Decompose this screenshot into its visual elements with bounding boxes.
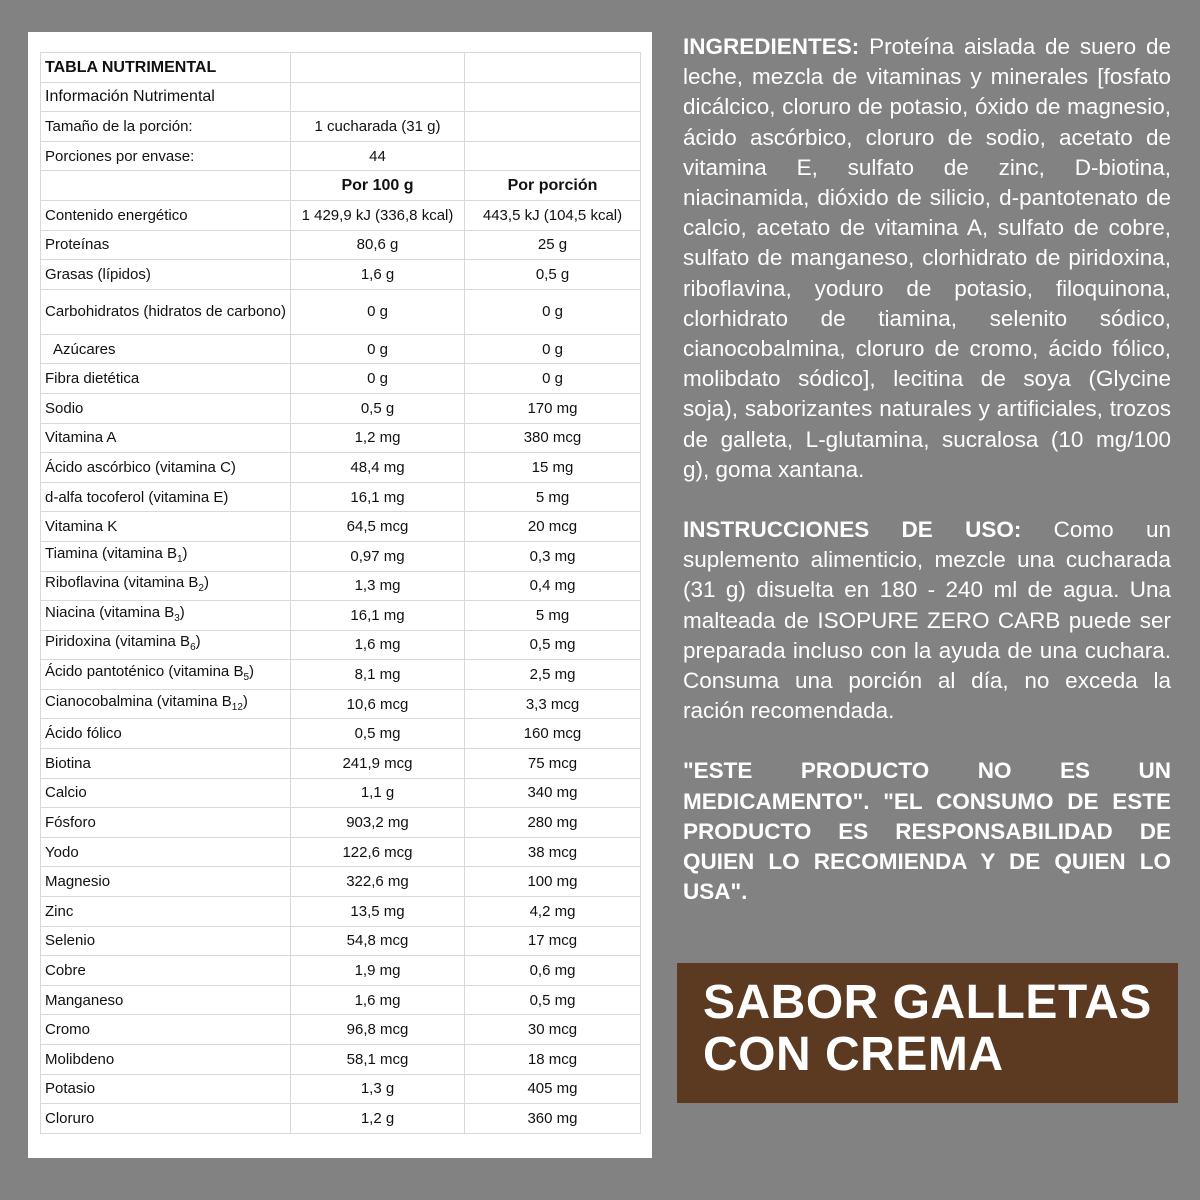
value-per-100g: 96,8 mcg [291,1015,465,1045]
value-per-portion: 0,3 mg [465,541,641,571]
value-per-100g: 48,4 mg [291,453,465,483]
value-per-100g: 1,1 g [291,778,465,808]
instructions-paragraph [683,515,1171,726]
nutrient-name [41,334,291,364]
value-per-portion: 30 mcg [465,1015,641,1045]
table-row [41,571,641,601]
table-row [41,1015,641,1045]
nutrient-name [41,897,291,927]
value-per-100g: 64,5 mcg [291,512,465,542]
value-per-100g: 1,2 mg [291,423,465,453]
nutrient-name-text: Grasas (lípidos) [45,265,151,283]
table-title-row [41,53,641,83]
servings-row [41,141,641,171]
nutrient-name-text: Cromo [45,1021,91,1039]
value-per-100g: 1 429,9 kJ (336,8 kcal) [291,200,465,230]
nutrient-name [41,808,291,838]
value-per-100g: 54,8 mcg [291,926,465,956]
value-per-100g: 1,6 mg [291,985,465,1015]
value-per-portion: 0,5 mg [465,985,641,1015]
servings-label: Porciones por envase: [41,141,291,171]
nutrient-name-text: Ácido ascórbico (vitamina C) [45,458,236,476]
legal-warning: "ESTE PRODUCTO NO ES UN MEDICAMENTO". "EL CONSUMO DE ESTE PRODUCTO ES RESPONSABILIDAD DE QUIEN LO RECOMIENDA Y DE QUIEN LO USA". [683,758,1171,905]
nutrient-subscript: 6 [190,642,196,654]
value-per-portion: 0,5 mg [465,630,641,660]
value-per-100g: 0 g [291,334,465,364]
portion-row [41,112,641,142]
nutrient-subscript: 12 [231,701,243,713]
nutrient-name-text: Fibra dietética [45,370,140,388]
value-per-portion: 405 mg [465,1074,641,1104]
value-per-portion: 20 mcg [465,512,641,542]
value-per-portion: 0 g [465,334,641,364]
table-row [41,719,641,749]
value-per-100g: 80,6 g [291,230,465,260]
nutrient-name [41,482,291,512]
value-per-portion: 160 mcg [465,719,641,749]
column-header-per-100g: Por 100 g [291,171,465,201]
nutrient-name-text: Vitamina K [45,518,118,536]
nutrient-name-text: Magnesio [45,873,111,891]
value-per-100g: 241,9 mcg [291,749,465,779]
table-row [41,512,641,542]
table-row [41,482,641,512]
nutrient-subscript: 3 [174,612,180,624]
table-row [41,897,641,927]
nutrient-name [41,985,291,1015]
table-row [41,867,641,897]
table-row [41,660,641,690]
nutrition-panel [28,32,652,1158]
nutrient-name [41,260,291,290]
value-per-portion: 17 mcg [465,926,641,956]
value-per-portion: 0,5 g [465,260,641,290]
column-header-per-portion: Por porción [465,171,641,201]
value-per-100g: 10,6 mcg [291,689,465,719]
table-row [41,1074,641,1104]
ingredients-paragraph [683,32,1171,485]
nutrient-name-text: Yodo [45,843,79,861]
table-row [41,808,641,838]
table-title: TABLA NUTRIMENTAL [41,53,291,83]
value-per-100g: 1,6 mg [291,630,465,660]
table-row [41,630,641,660]
nutrient-name [41,719,291,749]
table-row [41,778,641,808]
nutrient-name [41,926,291,956]
value-per-100g: 0,97 mg [291,541,465,571]
nutrient-name-text: Manganeso [45,991,124,1009]
value-per-100g: 58,1 mcg [291,1045,465,1075]
nutrient-name-text: Molibdeno [45,1050,115,1068]
table-row [41,334,641,364]
value-per-portion: 170 mg [465,393,641,423]
nutrient-name-text: Azúcares [53,340,116,358]
value-per-portion: 380 mcg [465,423,641,453]
nutrient-name [41,230,291,260]
table-row [41,423,641,453]
nutrient-name [41,837,291,867]
nutrient-name [41,289,291,334]
value-per-100g: 1,3 g [291,1074,465,1104]
nutrient-name [41,749,291,779]
nutrient-name-text: Contenido energético [45,206,188,224]
table-row [41,200,641,230]
value-per-100g: 0,5 mg [291,719,465,749]
flavor-banner [677,963,1178,1103]
nutrient-name-text: d-alfa tocoferol (vitamina E) [45,488,229,506]
nutrient-name: Cianocobalmina (vitamina $B_{12}$) [41,689,291,719]
column-header-row [41,171,641,201]
nutrient-subscript: 1 [176,553,183,565]
nutrient-name-text: Biotina [45,754,91,772]
table-row [41,601,641,631]
value-per-portion: 0 g [465,289,641,334]
table-row [41,541,641,571]
nutrient-name-text: Cobre [45,962,86,980]
nutrient-name [41,956,291,986]
instructions-label: INSTRUCCIONES DE USO: [683,517,1022,543]
flavor-line-2: CON CREMA [703,1028,1004,1081]
flavor-line-1: SABOR GALLETAS [703,976,1152,1029]
nutrient-subscript: 5 [243,672,250,684]
nutrient-name [41,1015,291,1045]
value-per-portion: 25 g [465,230,641,260]
table-row [41,289,641,334]
value-per-portion: 18 mcg [465,1045,641,1075]
nutrient-name-text: Vitamina A [45,429,117,447]
table-row [41,926,641,956]
nutrient-name: Riboflavina (vitamina $B_2$) [41,571,291,601]
nutrient-name-text: Sodio [45,399,84,417]
value-per-100g: 0 g [291,289,465,334]
ingredients-label: INGREDIENTES: [683,34,860,59]
nutrient-name [41,1045,291,1075]
table-row [41,453,641,483]
value-per-100g: 13,5 mg [291,897,465,927]
nutrient-name-text: Calcio [45,784,87,802]
value-per-100g: 1,2 g [291,1104,465,1134]
table-row [41,364,641,394]
value-per-portion: 15 mg [465,453,641,483]
nutrient-name-text: Ácido fólico [45,725,122,743]
nutrient-name-text: Fósforo [45,814,96,832]
nutrient-name-text: Potasio [45,1080,96,1098]
info-column [683,32,1171,907]
value-per-100g: 16,1 mg [291,482,465,512]
value-per-100g: 1,3 mg [291,571,465,601]
servings-value: 44 [291,141,465,171]
value-per-100g: 0,5 g [291,393,465,423]
value-per-100g: 903,2 mg [291,808,465,838]
table-row [41,393,641,423]
value-per-portion: 0,6 mg [465,956,641,986]
nutrient-name: Tiamina (vitamina $B_1$) [41,541,291,571]
nutrient-name-text: Cloruro [45,1109,95,1127]
nutrient-subscript: 2 [198,583,204,595]
nutrient-name [41,364,291,394]
portion-label: Tamaño de la porción: [41,112,291,142]
value-per-100g: 1,6 g [291,260,465,290]
nutrient-name [41,1074,291,1104]
table-row [41,689,641,719]
nutrient-name: Piridoxina (vitamina $B_6$) [41,630,291,660]
nutrient-name [41,512,291,542]
nutrient-name [41,200,291,230]
value-per-portion: 280 mg [465,808,641,838]
nutrient-name [41,1104,291,1134]
value-per-portion: 360 mg [465,1104,641,1134]
value-per-portion: 0,4 mg [465,571,641,601]
value-per-portion: 443,5 kJ (104,5 kcal) [465,200,641,230]
value-per-100g: 0 g [291,364,465,394]
value-per-portion: 5 mg [465,482,641,512]
value-per-portion: 5 mg [465,601,641,631]
nutrient-name-text: Niacina (vitamina B [45,603,175,621]
ingredients-text: Proteína aislada de suero de leche, mezcla de vitaminas y minerales [fosfato dicálcico, cloruro de potasio, óxido de magnesio, ácido ascórbico, cloruro de sodio, acetato de vitamina E, sulfato de zinc, D-biotina, niacinamida, dióxido de silicio, d-pantotenato de calcio, acetato de vitamina A, sulfato de cobre, sulfato de manganeso, clorhidrato de piridoxina, riboflavina, yoduro de potasio, filoquinona, clorhidrato de tiamina, selenito sódico, cianocobalmina, cloruro de cromo, ácido fólico, molibdato sódico], lecitina de soya (Glycine soja), saborizantes naturales y artificiales, trozos de galleta, L-glutamina, sucralosa (10 mg/100 g), goma xantana. [683,34,1171,482]
table-row [41,985,641,1015]
value-per-100g: 1,9 mg [291,956,465,986]
nutrient-name [41,867,291,897]
table-row [41,260,641,290]
value-per-portion: 340 mg [465,778,641,808]
nutrient-name-text: Zinc [45,902,74,920]
table-info-row [41,82,641,112]
value-per-portion: 0 g [465,364,641,394]
table-row [41,749,641,779]
nutrient-name: Niacina (vitamina $B_3$) [41,601,291,631]
nutrient-name-text: Selenio [45,932,96,950]
value-per-portion: 4,2 mg [465,897,641,927]
table-row [41,1104,641,1134]
value-per-portion: 38 mcg [465,837,641,867]
nutrient-name-text: Riboflavina (vitamina B [45,574,199,592]
portion-value: 1 cucharada (31 g) [291,112,465,142]
value-per-100g: 122,6 mcg [291,837,465,867]
nutrient-name-text: Piridoxina (vitamina B [45,633,191,651]
table-info: Información Nutrimental [41,82,291,112]
nutrient-name-text: Ácido pantoténico (vitamina B [45,663,244,681]
table-row [41,230,641,260]
value-per-100g: 8,1 mg [291,660,465,690]
nutrient-name: Ácido pantoténico (vitamina $B_5$) [41,660,291,690]
value-per-portion: 100 mg [465,867,641,897]
nutrient-name [41,423,291,453]
value-per-portion: 75 mcg [465,749,641,779]
nutrient-name-text: Tiamina (vitamina B [45,544,177,562]
nutrient-name-text: Cianocobalmina (vitamina B [45,692,232,710]
value-per-portion: 2,5 mg [465,660,641,690]
value-per-portion: 3,3 mcg [465,689,641,719]
nutrient-name [41,393,291,423]
nutrient-name [41,778,291,808]
nutrient-name [41,453,291,483]
table-row [41,837,641,867]
table-row [41,956,641,986]
nutrient-name-text: Carbohidratos (hidratos de carbono) [45,303,286,321]
instructions-text: Como un suplemento alimenticio, mezcle una cucharada (31 g) disuelta en 180 - 240 ml de agua. Una malteada de ISOPURE ZERO CARB puede ser preparada incluso con la ayuda de una cuchara. Consuma una porción al día, no exceda la ración recomendada. [683,517,1171,724]
value-per-100g: 16,1 mg [291,601,465,631]
nutrient-name-text: Proteínas [45,236,110,254]
nutrition-table [40,52,641,1134]
value-per-100g: 322,6 mg [291,867,465,897]
table-row [41,1045,641,1075]
